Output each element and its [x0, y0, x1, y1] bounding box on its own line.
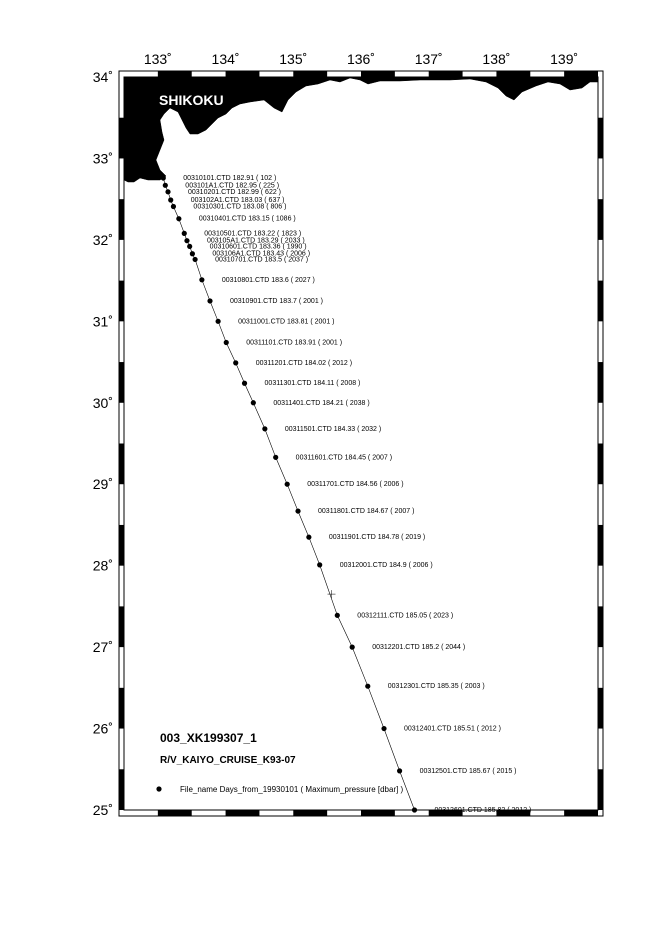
station-label: 00311401.CTD 184.21 ( 2038 )	[273, 399, 370, 407]
cruise-id-title: 003_XK199307_1	[160, 731, 257, 745]
station-point	[165, 189, 170, 194]
station-point	[262, 426, 267, 431]
station-label: 00310301.CTD 183.08 ( 806 )	[193, 203, 287, 211]
station-label: 00312601.CTD 185.82 ( 2012 )	[434, 807, 532, 814]
station-label: 00311501.CTD 184.33 ( 2032 )	[284, 425, 382, 433]
station-point	[306, 535, 311, 540]
frame-bar-left	[119, 606, 124, 647]
station-label: 00310701.CTD 183.5 ( 2037 )	[215, 256, 309, 264]
station-point	[199, 277, 204, 282]
station-label: 00311701.CTD 184.56 ( 2006 )	[307, 481, 404, 489]
latitude-tick-label: 28˚	[92, 557, 113, 574]
frame-bar-right	[598, 118, 603, 159]
station-point	[242, 381, 247, 386]
station-point	[176, 216, 181, 221]
station-point	[216, 319, 221, 324]
station-label: 00312001.CTD 184.9 ( 2006 )	[339, 561, 433, 569]
station-point	[335, 613, 340, 618]
longitude-tick-label: 139˚	[550, 51, 579, 67]
station-point	[161, 175, 166, 180]
latitude-tick-label: 27˚	[92, 639, 113, 656]
station-point	[350, 645, 355, 650]
frame-bar-left	[119, 362, 124, 403]
island-dot	[130, 95, 133, 98]
longitude-tick-label: 133˚	[143, 51, 172, 67]
station-point	[163, 183, 168, 188]
station-label: 00311001.CTD 183.81 ( 2001 )	[238, 318, 335, 326]
frame-bar-left	[119, 688, 124, 729]
station-label: 00311301.CTD 184.11 ( 2008 )	[264, 380, 361, 388]
frame-bar-bottom	[226, 810, 260, 816]
station-point	[182, 231, 187, 236]
frame-bar-left	[119, 769, 124, 810]
station-label: 00311601.CTD 184.45 ( 2007 )	[295, 454, 393, 462]
cruise-name-subtitle: R/V_KAIYO_CRUISE_K93-07	[160, 755, 296, 766]
latitude-tick-label: 33˚	[92, 150, 113, 167]
frame-bar-top	[361, 71, 395, 77]
latitude-tick-label: 25˚	[92, 802, 113, 818]
station-point	[317, 562, 322, 567]
station-point	[187, 244, 192, 249]
frame-bar-left	[119, 444, 124, 485]
station-point	[295, 508, 300, 513]
frame-bar-right	[598, 525, 603, 566]
station-label: 00312401.CTD 185.51 ( 2012 )	[404, 725, 501, 733]
frame-bar-left	[119, 118, 124, 159]
latitude-tick-label: 31˚	[92, 313, 113, 330]
station-label: 00312501.CTD 185.67 ( 2015 )	[419, 767, 517, 775]
frame-bar-top	[293, 71, 327, 77]
station-label: 003101A1.CTD 182.95 ( 225 )	[185, 182, 280, 190]
legend-station-marker	[156, 786, 161, 791]
station-label: 00311801.CTD 184.67 ( 2007 )	[318, 508, 415, 516]
station-label: 003106A1.CTD 183.43 ( 2006 )	[212, 250, 311, 258]
station-point	[168, 197, 173, 202]
frame-bar-bottom	[158, 810, 192, 816]
station-label: 00311901.CTD 184.78 ( 2019 )	[328, 534, 426, 542]
station-label: 003105A1.CTD 183.29 ( 2033 )	[206, 237, 305, 245]
station-label: 003102A1.CTD 183.03 ( 637 )	[190, 196, 285, 204]
longitude-tick-label: 136˚	[346, 51, 376, 67]
frame-bar-right	[598, 444, 603, 485]
frame-bar-top	[496, 71, 530, 77]
station-point	[273, 455, 278, 460]
station-label: 00310801.CTD 183.6 ( 2027 )	[221, 276, 315, 284]
station-label: 00311201.CTD 184.02 ( 2012 )	[255, 359, 353, 367]
station-point	[224, 340, 229, 345]
frame-bar-left	[119, 199, 124, 240]
station-label: 00310101.CTD 182.91 ( 102 )	[183, 174, 277, 182]
station-label: 00312201.CTD 185.2 ( 2044 )	[372, 644, 466, 652]
station-point	[412, 807, 417, 812]
frame-bar-right	[598, 606, 603, 647]
longitude-tick-label: 135˚	[279, 51, 308, 67]
latitude-tick-label: 30˚	[92, 394, 113, 411]
station-point	[285, 482, 290, 487]
frame-bar-bottom	[361, 810, 395, 816]
longitude-tick-label: 137˚	[414, 51, 443, 67]
frame-bar-right	[598, 688, 603, 729]
frame-bar-right	[598, 362, 603, 403]
frame-bar-bottom	[564, 810, 598, 816]
station-point	[251, 400, 256, 405]
region-label-shikoku: SHIKOKU	[159, 92, 224, 108]
frame-bar-right	[598, 281, 603, 322]
station-label: 00310601.CTD 183.36 ( 1990 )	[209, 243, 307, 251]
station-label: 00310201.CTD 182.99 ( 622 )	[188, 188, 282, 196]
station-point	[397, 768, 402, 773]
station-label: 00312301.CTD 185.35 ( 2003 )	[387, 683, 485, 691]
station-label: 00311101.CTD 183.91 ( 2001 )	[246, 339, 343, 347]
station-point	[171, 204, 176, 209]
station-point	[381, 726, 386, 731]
station-point	[193, 257, 198, 262]
latitude-tick-label: 26˚	[92, 720, 113, 737]
island-dot	[136, 87, 138, 89]
station-point	[233, 360, 238, 365]
station-label: 00312111.CTD 185.05 ( 2023 )	[357, 612, 454, 620]
longitude-labels	[144, 51, 578, 67]
station-point	[190, 251, 195, 256]
longitude-tick-label: 134˚	[211, 51, 240, 67]
station-point	[365, 684, 370, 689]
station-point	[184, 238, 189, 243]
station-label: 00310401.CTD 183.15 ( 1086 )	[198, 215, 296, 223]
longitude-tick-label: 138˚	[482, 51, 511, 67]
frame-bar-top	[564, 71, 598, 77]
latitude-tick-label: 32˚	[92, 231, 113, 248]
island-dot	[127, 171, 129, 173]
latitude-labels	[93, 69, 113, 818]
legend-text: File_name Days_from_19930101 ( Maximum_pressure [dbar] )	[180, 785, 404, 794]
frame-bar-right	[598, 199, 603, 240]
frame-bar-top	[429, 71, 463, 77]
frame-bar-top	[158, 71, 192, 77]
frame-bar-top	[226, 71, 260, 77]
latitude-tick-label: 34˚	[92, 69, 113, 85]
frame-bar-bottom	[293, 810, 327, 816]
frame-bar-right	[598, 769, 603, 810]
frame-bar-left	[119, 281, 124, 322]
station-label: 00310501.CTD 183.22 ( 1823 )	[204, 230, 302, 238]
latitude-tick-label: 29˚	[92, 476, 113, 493]
frame-bar-left	[119, 525, 124, 566]
station-point	[207, 298, 212, 303]
station-label: 00310901.CTD 183.7 ( 2001 )	[229, 297, 324, 305]
